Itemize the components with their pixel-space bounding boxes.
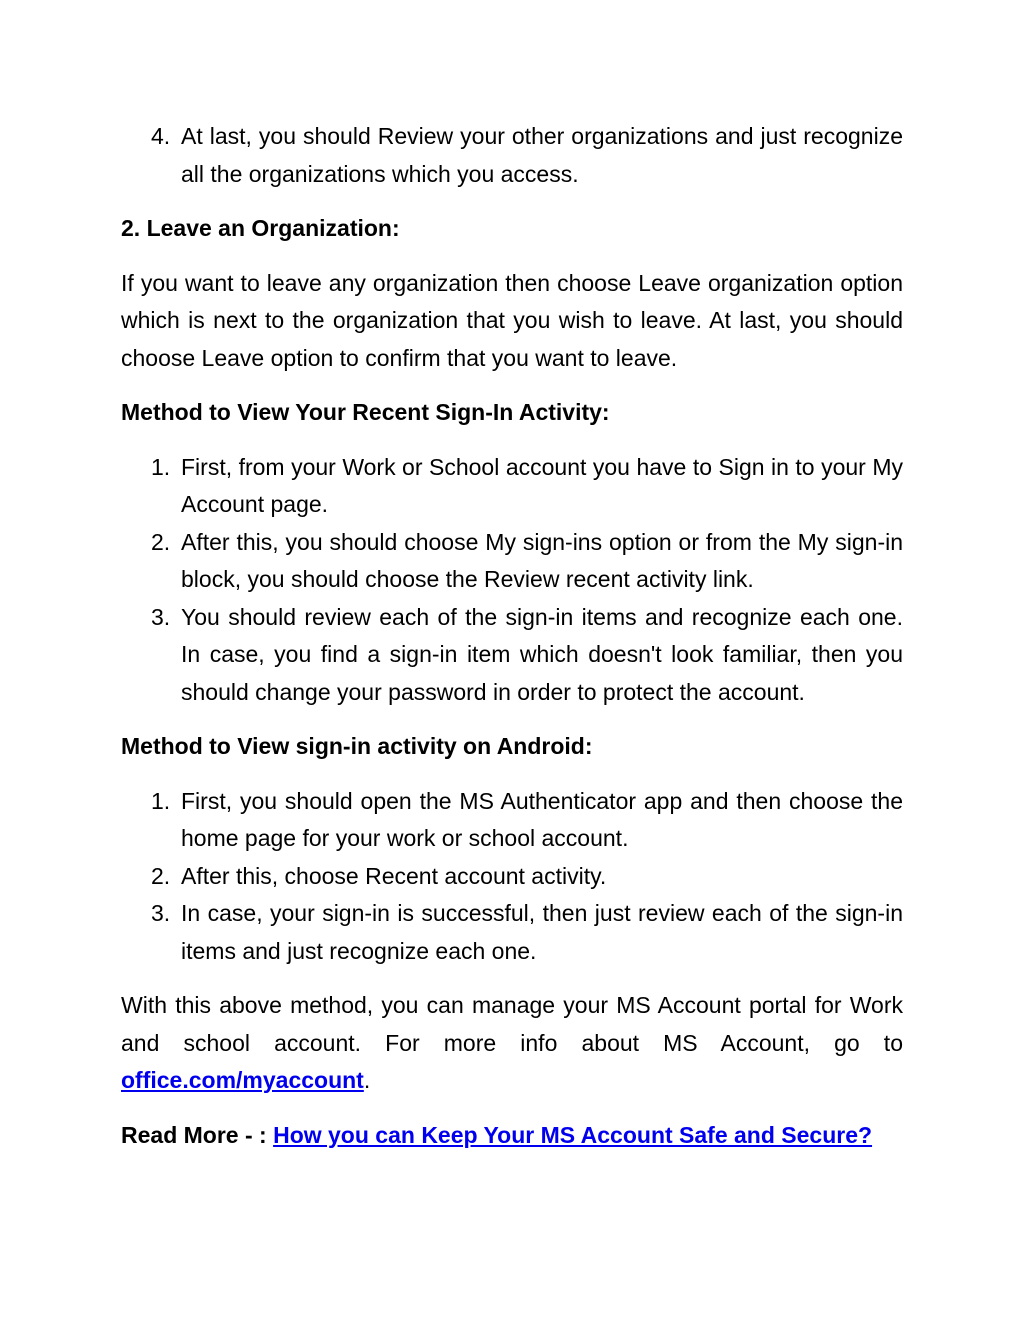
list-item-text: You should review each of the sign-in items and recognize each one. In case, you find a sign-in item which doesn't look familiar, then you should change your password in order to protect the account.	[181, 603, 903, 705]
list-item	[121, 895, 903, 970]
list-item	[121, 599, 903, 712]
document-page	[121, 118, 903, 1154]
closing-paragraph	[121, 987, 903, 1100]
section-heading-recent-signin: Method to View Your Recent Sign-In Activity:	[121, 399, 610, 425]
closing-text: With this above method, you can manage your MS Account portal for Work and school account. For more info about MS Account, go to	[121, 992, 903, 1056]
intro-list	[121, 118, 903, 193]
closing-period: .	[363, 1067, 371, 1093]
section-heading-android: Method to View sign-in activity on Android:	[121, 733, 593, 759]
read-more-link[interactable]: How you can Keep Your MS Account Safe and Secure?	[273, 1121, 873, 1148]
list-item	[121, 449, 903, 524]
list-number: 2.	[151, 528, 171, 555]
list-item	[121, 524, 903, 599]
list-item-text: After this, you should choose My sign-ins option or from the My sign-in block, you should choose the Review recent activity link.	[181, 528, 903, 592]
office-myaccount-link[interactable]: office.com/myaccount	[121, 1067, 364, 1093]
recent-signin-steps	[121, 449, 903, 712]
list-item-text: After this, choose Recent account activity.	[181, 862, 607, 889]
list-number: 4.	[151, 123, 171, 149]
list-item	[121, 858, 903, 896]
android-steps	[121, 783, 903, 971]
list-number: 1.	[151, 453, 171, 480]
list-item-text: First, from your Work or School account you have to Sign in to your My Account page.	[181, 453, 903, 517]
leave-organization-paragraph: If you want to leave any organization then choose Leave organization option which is next to the organization that you wish to leave. At last, you should choose Leave option to confirm that you want to leave.	[121, 269, 903, 371]
list-number: 1.	[151, 787, 171, 814]
list-number: 3.	[151, 603, 171, 630]
list-number: 2.	[151, 862, 171, 889]
list-item	[121, 118, 903, 193]
list-item-text: First, you should open the MS Authenticator app and then choose the home page for your work or school account.	[181, 787, 903, 851]
section-heading-leave-organization: 2. Leave an Organization:	[121, 215, 400, 241]
read-more-label: Read More - :	[121, 1121, 274, 1148]
list-item	[121, 783, 903, 858]
list-number: 3.	[151, 900, 171, 926]
list-item-text: In case, your sign-in is successful, then just review each of the sign-in items and just recognize each one.	[181, 900, 903, 964]
list-item-text: At last, you should Review your other organizations and just recognize all the organizations which you access.	[181, 123, 903, 187]
read-more-line	[121, 1117, 903, 1155]
